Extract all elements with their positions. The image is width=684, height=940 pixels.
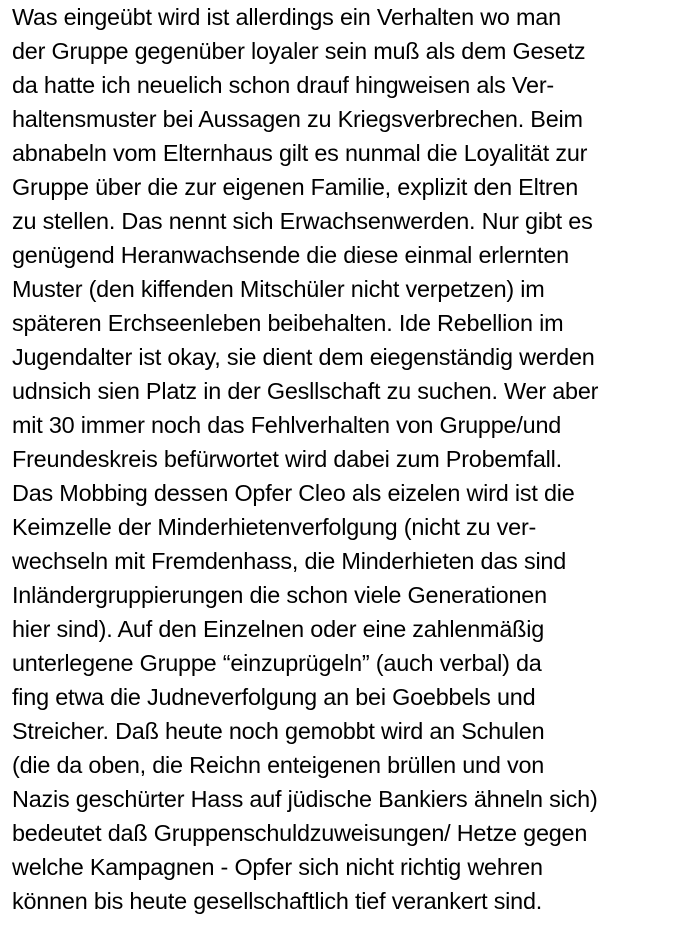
text-line: Das Mobbing dessen Opfer Cleo als eizelen wird ist die: [12, 480, 575, 506]
text-line: späteren Erchseenleben beibehalten. Ide Rebellion im: [12, 310, 564, 336]
text-line: da hatte ich neuelich schon drauf hingweisen als Ver-: [12, 72, 555, 98]
text-line: zu stellen. Das nennt sich Erwachsenwerden. Nur gibt es: [12, 208, 593, 234]
text-line: Jugendalter ist okay, sie dient dem eiegenständig werden: [12, 344, 595, 370]
text-line: können bis heute gesellschaftlich tief verankert sind.: [12, 888, 543, 914]
text-line: Inländergruppierungen die schon viele Generationen: [12, 582, 547, 608]
text-line: Keimzelle der Minderhietenverfolgung (nicht zu ver-: [12, 514, 537, 540]
text-line: wechseln mit Fremdenhass, die Minderhieten das sind: [12, 548, 567, 574]
text-line: udnsich sien Platz in der Gesllschaft zu suchen. Wer aber: [12, 378, 599, 404]
text-line: bedeutet daß Gruppenschuldzuweisungen/ Hetze gegen: [12, 820, 588, 846]
text-line: unterlegene Gruppe “einzuprügeln” (auch verbal) da: [12, 650, 542, 676]
text-line: hier sind). Auf den Einzelnen oder eine zahlenmäßig: [12, 616, 545, 642]
text-line: (die da oben, die Reichn enteigenen brüllen und von: [12, 752, 545, 778]
text-line: Freundeskreis befürwortet wird dabei zum Probemfall.: [12, 446, 562, 472]
text-line: Gruppe über die zur eigenen Familie, explizit den Eltren: [12, 174, 579, 200]
text-line: welche Kampagnen - Opfer sich nicht richtig wehren: [12, 854, 543, 880]
text-line: fing etwa die Judneverfolgung an bei Goebbels und: [12, 684, 536, 710]
text-line: Nazis geschürter Hass auf jüdische Bankiers ähneln sich): [12, 786, 598, 812]
text-line: mit 30 immer noch das Fehlverhalten von Gruppe/und: [12, 412, 562, 438]
text-line: der Gruppe gegenüber loyaler sein muß als dem Gesetz: [12, 38, 586, 64]
text-line: abnabeln vom Elternhaus gilt es nunmal die Loyalität zur: [12, 140, 588, 166]
text-line: Muster (den kiffenden Mitschüler nicht verpetzen) im: [12, 276, 545, 302]
text-line: haltensmuster bei Aussagen zu Kriegsverbrechen. Beim: [12, 106, 583, 132]
text-line: Streicher. Daß heute noch gemobbt wird an Schulen: [12, 718, 545, 744]
document-page: [12, 0, 680, 940]
text-line: genügend Heranwachsende die diese einmal erlernten: [12, 242, 569, 268]
text-line: Was eingeübt wird ist allerdings ein Verhalten wo man: [12, 4, 561, 30]
